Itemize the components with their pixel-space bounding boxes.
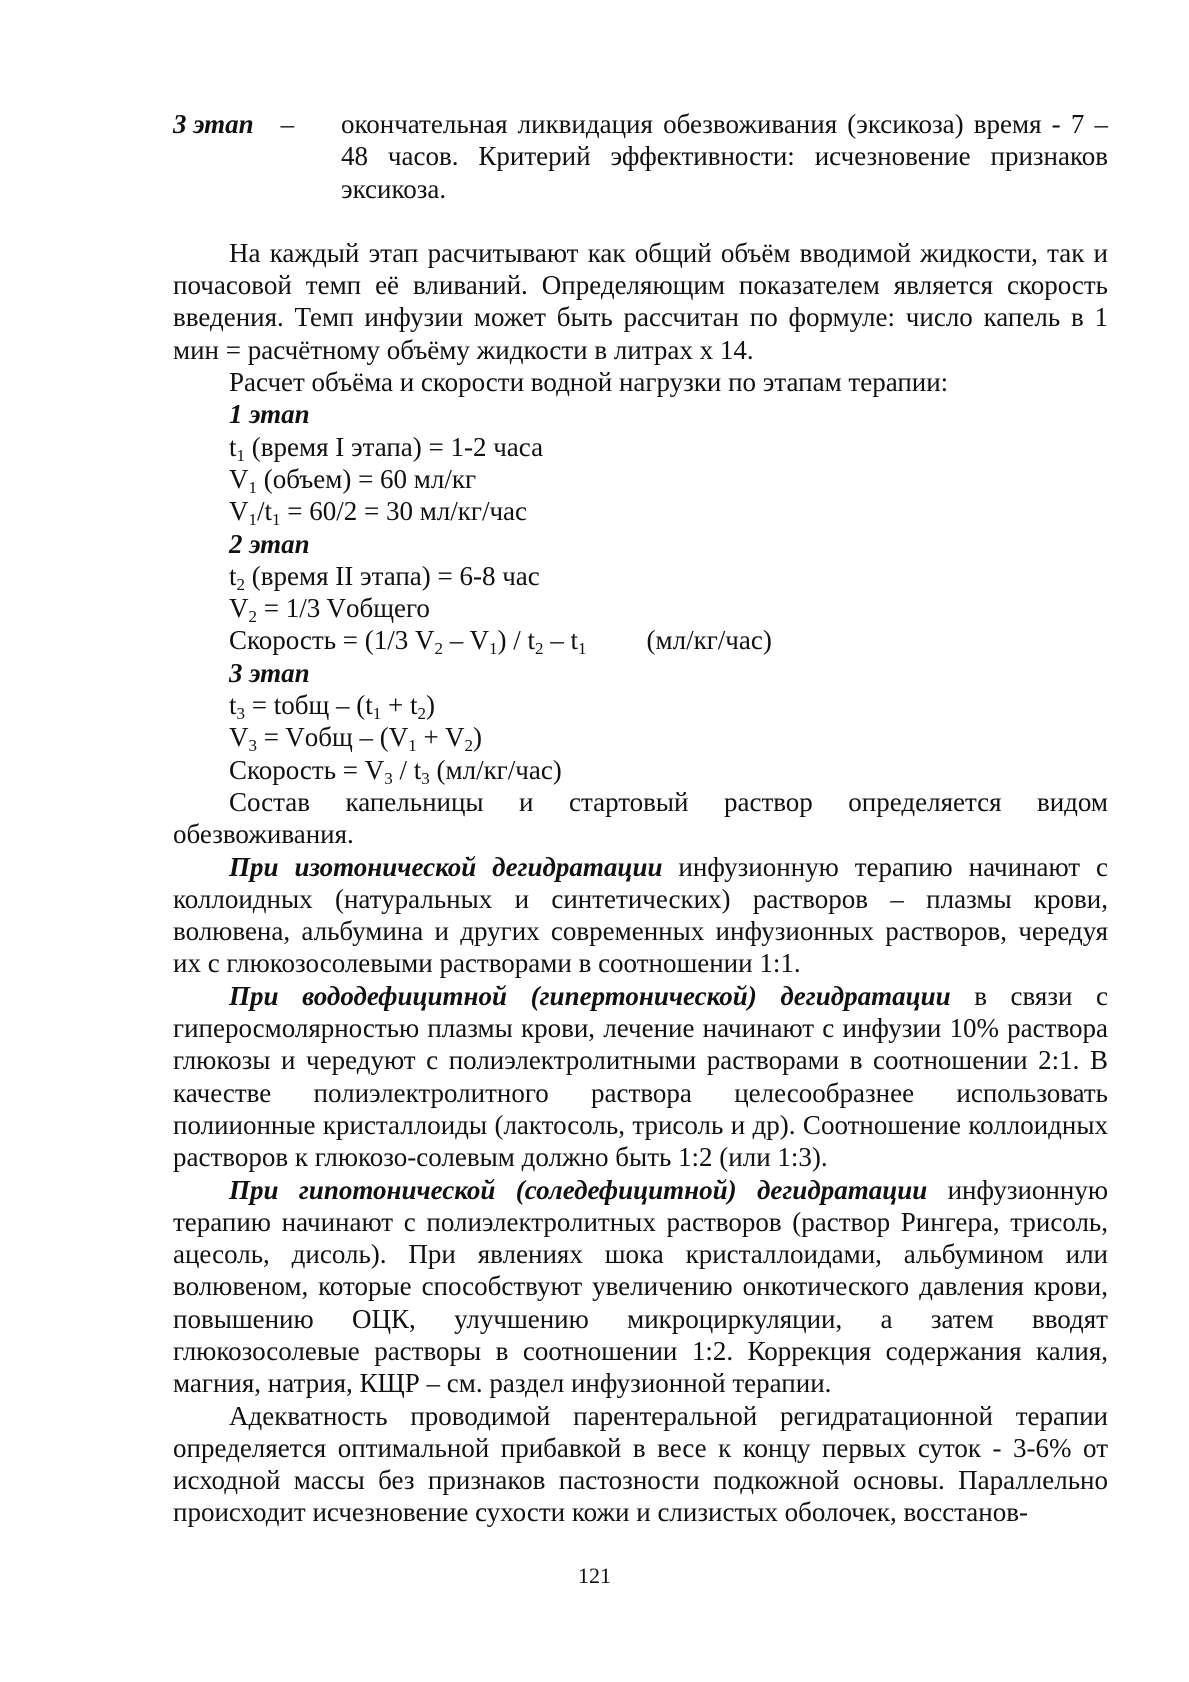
stage3-volume: $V_3$ = Vобщ – $(V_1 + V_2)$ (229, 722, 483, 756)
stage3-rate: Скорость = $V_3 / t_3$ (мл/кг/час) (229, 754, 562, 788)
isotonic-text: инфузионную терапию начинают с коллоидных (натуральных и синтетических) растворов – плазмы крови, волювена, альбумина и других современных инфузионных растворов, чередуя их с глюкозосолевыми растворами в соотношении 1:1. (173, 851, 1108, 979)
stage2-time: $t_2$ (время II этапа) = 6-8 час (229, 560, 540, 594)
hypertonic-text: в связи с гиперосмолярностью плазмы крови, лечение начинают с инфузии 10% раствора глюкозы и чередуют с полиэлектролитными растворами в соотношении 2:1. В качестве полиэлектролитного раствора целесообразнее использовать полиионные кристаллоиды (лактосоль, трисоль и др). Соотношение коллоидных растворов к глюкозо-солевым должно быть 1:2 (или 1:3). (173, 980, 1108, 1173)
hypotonic-text: инфузионную терапию начинают с полиэлектролитных растворов (раствор Рингера, трисоль, ацесоль, дисоль). При явлениях шока кристаллоидами, альбумином или волювеном, которые способствуют увеличению онкотического давления крови, повышению ОЦК, улучшению микроциркуляции, а затем вводят глюкозосолевые растворы в соотношении 1:2. Коррекция содержания калия, магния, натрия, КЩР – см. раздел инфузионной терапии. (173, 1174, 1109, 1399)
calc-title: Расчет объёма и скорости водной нагрузки по этапам терапии: (229, 367, 949, 398)
stage3-description: окончательная ликвидация обезвоживания (эксикоза) время - 7 – 48 часов. Критерий эффективности: исчезновение признаков эксикоза. (341, 109, 1108, 204)
stage3-label-text: 3 этап (173, 109, 254, 139)
page-content (173, 108, 1108, 1529)
hypotonic-lead: При гипотонической (соледефицитной) дегидратации (229, 1174, 928, 1205)
hypertonic-lead: При вододефицитной (гипертонической) дегидратации (229, 980, 951, 1011)
calculation-block (173, 366, 1108, 786)
stage2-rate-unit: (мл/кг/час) (646, 625, 772, 656)
stage3-label (173, 108, 341, 140)
stage1-time: $t_1$ (время I этапа) = 1-2 часа (229, 431, 544, 465)
page-number: 121 (578, 1563, 611, 1588)
stage2-rate: Скорость = (1/3 $V_2 - V_1) / t_2 - t_1$ (мл/кг/час) (229, 625, 772, 659)
paragraph-adequacy: Адекватность проводимой парентеральной регидратационной терапии определяется оптимальной прибавкой в весе к концу первых суток - 3-6% от исходной массы без признаков пастозности подкожной основы. Параллельно происходит исчезновение сухости кожи и слизистых оболочек, восстанов- (173, 1400, 1108, 1528)
paragraph-hypotonic (173, 1174, 1108, 1400)
paragraph-isotonic (173, 851, 1108, 980)
stage1-volume: $V_1$ (объем) = 60 мл/кг (229, 463, 477, 497)
stage1-rate: $V_1/t_1 = 60/2 = 30$ мл/кг/час (229, 496, 528, 530)
stage3-heading: 3 этап (229, 657, 310, 688)
stage3-time: $t_3$ = tобщ – $(t_1 + t_2)$ (229, 690, 435, 724)
stage3-definition (173, 108, 1108, 205)
stage1-heading: 1 этап (229, 399, 310, 430)
stage2-heading: 2 этап (229, 528, 310, 559)
stage3-dash: – (280, 109, 295, 139)
paragraph-intro: На каждый этап расчитывают как общий объём вводимой жидкости, так и почасовой темп её вливаний. Определяющим показателем является скорость введения. Темп инфузии может быть рассчитан по формуле: число капель в 1 мин = расчётному объёму жидкости в литрах х 14. (173, 237, 1108, 365)
stage2-volume: $V_2 = 1/3$ Vобщего (229, 593, 430, 627)
paragraph-composition: Состав капельницы и стартовый раствор определяется видом обезвоживания. (173, 786, 1108, 850)
paragraph-hypertonic (173, 980, 1108, 1174)
isotonic-lead: При изотонической дегидратации (229, 851, 663, 882)
